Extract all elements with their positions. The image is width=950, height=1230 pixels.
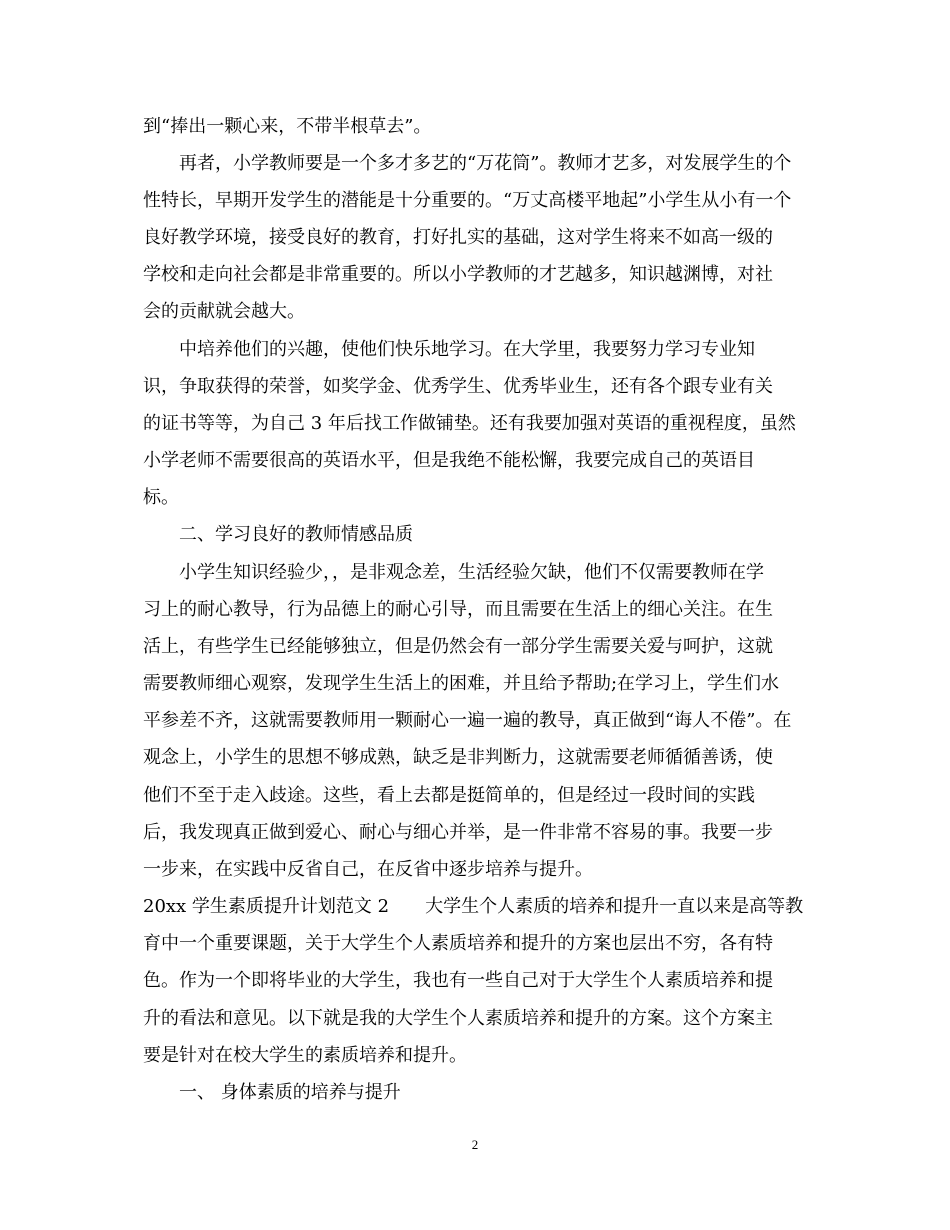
text-line: 习上的耐心教导，行为品德上的耐心引导，而且需要在生活上的细心关注。在生 <box>143 599 773 620</box>
section-heading: 一、 身体素质的培养与提升 <box>179 1082 401 1103</box>
text-line: 学校和走向社会都是非常重要的。所以小学教师的才艺越多，知识越渊博，对社 <box>143 264 773 285</box>
text-line: 到“捧出一颗心来，不带半根草去”。 <box>143 116 432 137</box>
text-line: 活上，有些学生已经能够独立，但是仍然会有一部分学生需要关爱与呵护，这就 <box>143 636 773 657</box>
text-line: 育中一个重要课题，关于大学生个人素质培养和提升的方案也层出不穷，各有特 <box>143 933 773 954</box>
text-line: 标。 <box>143 487 179 508</box>
text-line: 小学生知识经验少，，是非观念差，生活经验欠缺，他们不仅需要教师在学 <box>179 562 764 583</box>
text-line: 平参差不齐，这就需要教师用一颗耐心一遍一遍的教导，真正做到“诲人不倦”。在 <box>143 710 792 731</box>
page-number: 2 <box>471 1137 479 1152</box>
section-heading: 二、学习良好的教师情感品质 <box>179 524 413 545</box>
text-line: 需要教师细心观察，发现学生生活上的困难，并且给予帮助;在学习上，学生们水 <box>143 673 780 694</box>
text-line: 色。作为一个即将毕业的大学生，我也有一些自己对于大学生个人素质培养和提 <box>143 970 773 991</box>
text-line: 一步来，在实践中反省自己，在反省中逐步培养与提升。 <box>143 859 593 880</box>
text-line: 观念上，小学生的思想不够成熟，缺乏是非判断力，这就需要老师循循善诱，使 <box>143 747 773 768</box>
text-line: 中培养他们的兴趣，使他们快乐地学习。在大学里，我要努力学习专业知 <box>179 339 755 360</box>
text-line: 小学老师不需要很高的英语水平，但是我绝不能松懈，我要完成自己的英语目 <box>143 450 755 471</box>
text-line: 后，我发现真正做到爱心、耐心与细心并举，是一件非常不容易的事。我要一步 <box>143 822 773 843</box>
text-line: 要是针对在校大学生的素质培养和提升。 <box>143 1045 467 1066</box>
text-line: 识，争取获得的荣誉，如奖学金、优秀学生、优秀毕业生，还有各个跟专业有关 <box>143 376 773 397</box>
text-line: 20xx 学生素质提升计划范文 2 大学生个人素质的培养和提升一直以来是高等教 <box>143 896 804 917</box>
text-line: 升的看法和意见。以下就是我的大学生个人素质培养和提升的方案。这个方案主 <box>143 1008 773 1029</box>
text-line: 会的贡献就会越大。 <box>143 301 305 322</box>
text-line: 性特长，早期开发学生的潜能是十分重要的。“万丈高楼平地起”小学生从小有一个 <box>143 190 792 211</box>
text-line: 良好教学环境，接受良好的教育，打好扎实的基础，这对学生将来不如高一级的 <box>143 227 773 248</box>
text-line: 再者，小学教师要是一个多才多艺的“万花筒”。教师才艺多，对发展学生的个 <box>179 153 792 174</box>
text-line: 的证书等等，为自己 3 年后找工作做铺垫。还有我要加强对英语的重视程度，虽然 <box>143 413 796 434</box>
text-line: 他们不至于走入歧途。这些，看上去都是挺简单的，但是经过一段时间的实践 <box>143 785 755 806</box>
